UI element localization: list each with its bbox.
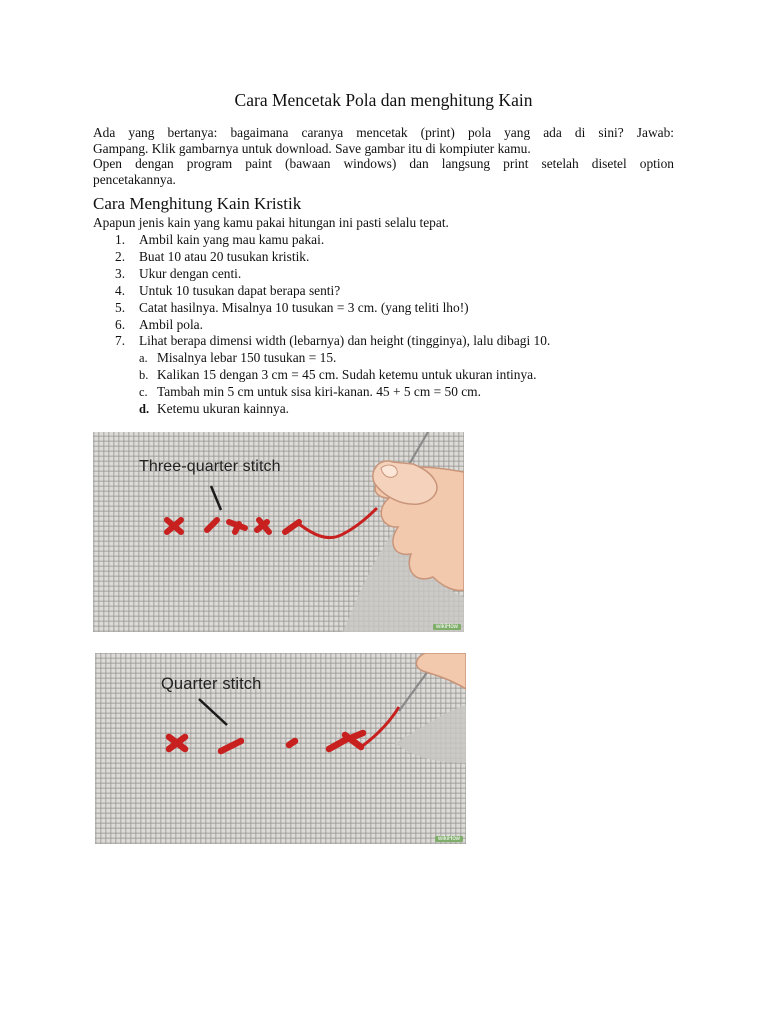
- list-item: [93, 266, 550, 283]
- wikihow-watermark: wikiHow: [433, 624, 461, 630]
- list-letter: b.: [139, 368, 149, 383]
- substeps-list: [93, 350, 550, 418]
- list-number: 4.: [115, 282, 126, 298]
- list-item: [93, 367, 550, 384]
- section-heading: Cara Menghitung Kain Kristik: [93, 194, 302, 213]
- list-number: 2.: [115, 248, 126, 264]
- intro-line: Gampang. Klik gambarnya untuk download. Save gambar itu di kompiuter kamu.: [93, 140, 531, 156]
- intro-paragraphs: [93, 125, 674, 187]
- steps-list: [93, 232, 550, 418]
- list-text: Lihat berapa dimensi width (lebarnya) dan height (tingginya), lalu dibagi 10.: [139, 333, 551, 349]
- three-quarter-stitch-illustration: [93, 432, 464, 632]
- list-item: [93, 384, 550, 401]
- hand-holding-needle: [416, 653, 466, 689]
- figure-label: Quarter stitch: [161, 675, 262, 693]
- list-item: [93, 333, 550, 350]
- list-item: [93, 283, 550, 300]
- list-item: [93, 317, 550, 334]
- list-text: Kalikan 15 dengan 3 cm = 45 cm. Sudah ketemu untuk ukuran intinya.: [157, 367, 537, 383]
- list-text: Ukur dengan centi.: [139, 265, 242, 281]
- stitch-drawing: [95, 653, 466, 844]
- substeps-container: [93, 350, 550, 418]
- list-text: Misalnya lebar 150 tusukan = 15.: [157, 350, 337, 366]
- list-item: [93, 401, 550, 418]
- list-number: 1.: [115, 232, 126, 247]
- red-stitches: [167, 520, 299, 532]
- list-letter: a.: [139, 351, 148, 366]
- list-item: [93, 232, 550, 249]
- red-stitches: [169, 733, 363, 751]
- wikihow-watermark: wikiHow: [435, 836, 463, 842]
- list-number: 3.: [115, 265, 126, 281]
- list-text: Catat hasilnya. Misalnya 10 tusukan = 3 cm. (yang teliti lho!): [139, 299, 469, 315]
- list-text: Ambil kain yang mau kamu pakai.: [139, 232, 325, 247]
- quarter-stitch-illustration: [95, 653, 466, 844]
- list-item: [93, 300, 550, 317]
- figure-label: Three-quarter stitch: [139, 458, 281, 475]
- intro-line: Ada yang bertanya: bagaimana caranya mencetak (print) pola yang ada di sini? Jawab:: [93, 125, 674, 140]
- intro-line: Open dengan program paint (bawaan windows) dan langsung print setelah disetel option: [93, 156, 674, 172]
- list-text: Untuk 10 tusukan dapat berapa senti?: [139, 282, 341, 298]
- intro-line: pencetakannya.: [93, 171, 176, 187]
- list-number: 7.: [115, 333, 126, 349]
- list-text: Ketemu ukuran kainnya.: [157, 401, 290, 417]
- list-text: Ambil pola.: [139, 316, 203, 332]
- list-item: [93, 249, 550, 266]
- list-item: [93, 350, 550, 367]
- list-letter: c.: [139, 385, 148, 400]
- list-number: 5.: [115, 299, 126, 315]
- section-lead: Apapun jenis kain yang kamu pakai hitungan ini pasti selalu tepat.: [93, 215, 449, 230]
- list-letter: d.: [139, 402, 150, 417]
- list-text: Buat 10 atau 20 tusukan kristik.: [139, 248, 310, 264]
- list-text: Tambah min 5 cm untuk sisa kiri-kanan. 45 + 5 cm = 50 cm.: [157, 384, 481, 400]
- list-number: 6.: [115, 316, 126, 332]
- document-title: Cara Mencetak Pola dan menghitung Kain: [234, 90, 533, 110]
